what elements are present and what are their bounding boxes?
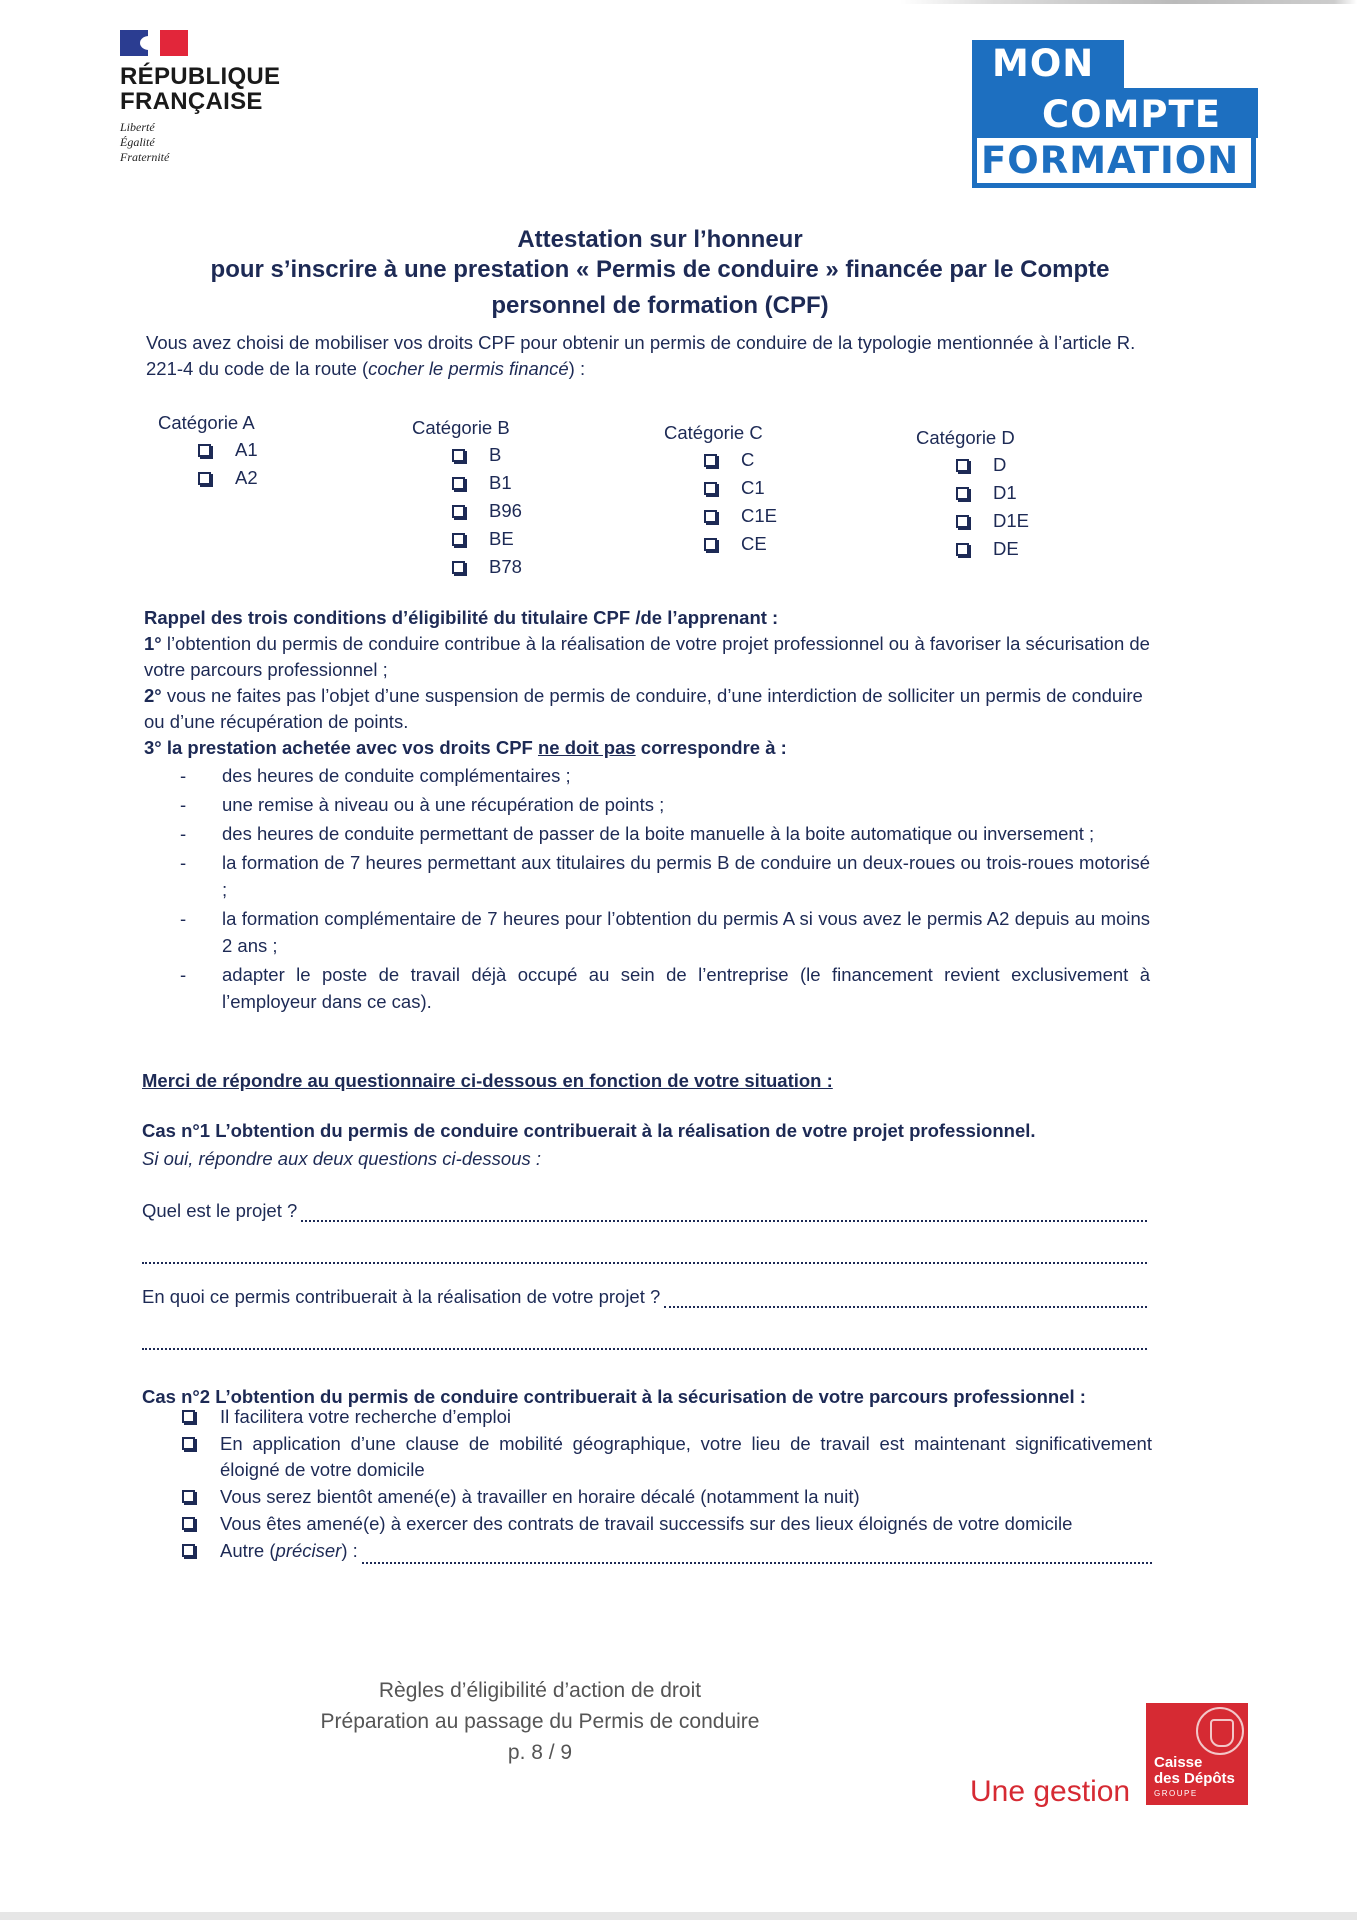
checkbox-icon[interactable] [956, 487, 969, 500]
exclusion-item [180, 905, 1150, 959]
checkbox-icon[interactable] [198, 472, 211, 485]
option-label: B [489, 444, 502, 465]
option-label: Vous serez bientôt amené(e) à travailler en horaire décalé (notamment la nuit) [220, 1486, 860, 1507]
option-label: En application d’une clause de mobilité géographique, votre lieu de travail est maintenant significativement éloigné de votre domicile [220, 1433, 1152, 1480]
category-label: Catégorie B [412, 417, 510, 438]
exclusion-text: une remise à niveau ou à une récupération de points ; [222, 794, 665, 815]
option-de[interactable] [916, 535, 1029, 563]
case-2-option[interactable] [180, 1511, 1152, 1537]
exclusion-item [180, 961, 1150, 1015]
scan-edge-bottom [0, 1912, 1357, 1920]
option-ce[interactable] [664, 530, 777, 558]
footer-line2: Préparation au passage du Permis de conduire [320, 1710, 760, 1733]
mcf-line3: FORMATION [972, 138, 1256, 188]
exclusion-text: des heures de conduite complémentaires ; [222, 765, 571, 786]
rf-name-line1: RÉPUBLIQUE [120, 63, 281, 90]
questionnaire-heading: Merci de répondre au questionnaire ci-dessous en fonction de votre situation : [142, 1070, 833, 1091]
case-1-subtitle: Si oui, répondre aux deux questions ci-dessous : [142, 1148, 542, 1169]
mcf-line2: COMPTE [972, 88, 1258, 138]
marianne-flag-icon [120, 30, 188, 56]
eligibility-rules [144, 605, 1154, 761]
exclusion-text: la formation de 7 heures permettant aux titulaires du permis B de conduire un deux-roues ou trois-roues motorisé ; [222, 852, 1150, 900]
option-c[interactable] [664, 446, 777, 474]
option-label: C1 [741, 477, 765, 498]
question-project-field-continued[interactable] [142, 1244, 1147, 1264]
dotted-answer-line[interactable] [142, 1330, 1147, 1350]
intro-italic: cocher le permis financé [368, 358, 569, 379]
rules-heading: Rappel des trois conditions d’éligibilité du titulaire CPF /de l’apprenant : [144, 607, 779, 628]
option-label: B78 [489, 556, 522, 577]
option-d1[interactable] [916, 479, 1029, 507]
checkbox-icon[interactable] [198, 444, 211, 457]
case-2-option[interactable] [180, 1431, 1152, 1483]
option-a1[interactable] [158, 436, 258, 464]
exclusion-item [180, 791, 1150, 818]
case-2-option[interactable] [180, 1404, 1152, 1430]
intro-end: ) : [568, 358, 586, 379]
question-contribution-field[interactable] [142, 1286, 1147, 1308]
footer-line1: Règles d’éligibilité d’action de droit [378, 1679, 702, 1702]
option-c1e[interactable] [664, 502, 777, 530]
condition-number: 1° [144, 633, 162, 654]
option-label: BE [489, 528, 514, 549]
motto-liberte: Liberté [120, 120, 155, 134]
other-label-italic: préciser [275, 1540, 342, 1561]
option-label: CE [741, 533, 767, 554]
option-b96[interactable] [412, 497, 522, 525]
cdc-line2: des Dépôts [1154, 1770, 1235, 1787]
question-project-label: Quel est le projet ? [142, 1200, 298, 1221]
condition-1 [144, 631, 1154, 683]
cdc-line3: GROUPE [1154, 1789, 1198, 1798]
question-contribution-label: En quoi ce permis contribuerait à la réalisation de votre projet ? [142, 1286, 661, 1307]
checkbox-icon[interactable] [182, 1437, 195, 1450]
case-2-option-other[interactable] [180, 1538, 1152, 1564]
dotted-answer-line[interactable] [664, 1288, 1147, 1308]
condition-number: 2° [144, 685, 162, 706]
checkbox-icon[interactable] [182, 1544, 195, 1557]
option-a2[interactable] [158, 464, 258, 492]
dash-bullet: - [180, 823, 187, 844]
page-footer [280, 1675, 800, 1768]
option-label: Vous êtes amené(e) à exercer des contrats de travail successifs sur des lieux éloignés de votre domicile [220, 1513, 1073, 1534]
option-d[interactable] [916, 451, 1029, 479]
other-label-end: ) : [341, 1540, 358, 1561]
condition-text: vous ne faites pas l’objet d’une suspension de permis de conduire, d’une interdiction de solliciter un permis de conduire ou d’une récupération de points. [144, 685, 1143, 732]
exclusion-text: la formation complémentaire de 7 heures pour l’obtention du permis A si vous avez le permis A2 depuis au moins 2 ans ; [222, 908, 1150, 956]
option-label: A1 [235, 439, 258, 460]
motto-egalite: Égalité [120, 135, 155, 149]
exclusion-item [180, 849, 1150, 903]
checkbox-icon[interactable] [704, 454, 717, 467]
exclusion-text: des heures de conduite permettant de passer de la boite manuelle à la boite automatique ou inversement ; [222, 823, 1095, 844]
page-number: p. 8 / 9 [507, 1741, 573, 1764]
option-label: A2 [235, 467, 258, 488]
document-subtitle-line2: personnel de formation (CPF) [491, 292, 829, 319]
checkbox-icon[interactable] [182, 1410, 195, 1423]
checkbox-icon[interactable] [182, 1517, 195, 1530]
option-b[interactable] [412, 441, 522, 469]
category-label: Catégorie D [916, 427, 1015, 448]
dash-bullet: - [180, 964, 187, 985]
option-be[interactable] [412, 525, 522, 553]
exclusion-item [180, 820, 1150, 847]
condition-2 [144, 683, 1154, 735]
dotted-answer-line[interactable] [301, 1202, 1147, 1222]
checkbox-icon[interactable] [452, 533, 465, 546]
exclusion-item [180, 762, 1150, 789]
rf-name [120, 64, 280, 114]
case-2-title: Cas n°2 L’obtention du permis de conduire contribuerait à la sécurisation de votre parcours professionnel : [142, 1386, 1086, 1407]
option-label: D1E [993, 510, 1029, 531]
checkbox-icon[interactable] [704, 482, 717, 495]
option-label: D [993, 454, 1007, 475]
une-gestion-text: Une gestion [970, 1775, 1131, 1808]
option-c1[interactable] [664, 474, 777, 502]
checkbox-icon[interactable] [704, 510, 717, 523]
condition-text: l’obtention du permis de conduire contribue à la réalisation de votre projet professionnel ou à favoriser la sécurisation de votre parcours professionnel ; [144, 633, 1150, 680]
exclusion-text: adapter le poste de travail déjà occupé au sein de l’entreprise (le financement revient exclusivement à l’employeur dans ce cas). [222, 964, 1150, 1012]
checkbox-icon[interactable] [956, 515, 969, 528]
mon-compte-formation-logo [970, 40, 1262, 192]
question-contribution-field-continued[interactable] [142, 1330, 1147, 1350]
dash-bullet: - [180, 765, 187, 786]
option-label: B1 [489, 472, 512, 493]
caisse-des-depots-logo [1146, 1703, 1248, 1805]
checkbox-icon[interactable] [452, 477, 465, 490]
category-label: Catégorie C [664, 422, 763, 443]
mcf-line1: MON [972, 40, 1124, 88]
other-label: Autre ( [220, 1540, 276, 1561]
checkbox-icon[interactable] [956, 459, 969, 472]
condition-3 [144, 735, 1154, 761]
checkbox-icon[interactable] [452, 561, 465, 574]
scan-edge-top [900, 0, 1357, 4]
condition-3-emphasis: ne doit pas [538, 737, 636, 758]
category-c [664, 422, 777, 558]
condition-3-start: 3° la prestation achetée avec vos droits CPF [144, 737, 538, 758]
option-d1e[interactable] [916, 507, 1029, 535]
checkbox-icon[interactable] [956, 543, 969, 556]
dash-bullet: - [180, 908, 187, 929]
option-label: DE [993, 538, 1019, 559]
condition-3-end: correspondre à : [635, 737, 787, 758]
rf-motto [120, 120, 280, 165]
option-label: B96 [489, 500, 522, 521]
intro-text: Vous avez choisi de mobiliser vos droits CPF pour obtenir un permis de conduire de la typologie mentionnée à l’article R. 221-4 du code de la route ( [146, 332, 1136, 379]
case-1-title: Cas n°1 L’obtention du permis de conduire contribuerait à la réalisation de votre projet professionnel. [142, 1120, 1036, 1141]
option-label: C [741, 449, 755, 470]
dash-bullet: - [180, 794, 187, 815]
dotted-answer-line[interactable] [362, 1544, 1152, 1564]
category-b [412, 417, 522, 581]
option-b78[interactable] [412, 553, 522, 581]
category-d [916, 427, 1029, 563]
case-2-options [180, 1404, 1152, 1565]
intro-paragraph [146, 330, 1162, 382]
category-a [158, 412, 258, 492]
option-label: C1E [741, 505, 777, 526]
dotted-answer-line[interactable] [142, 1244, 1147, 1264]
cdc-line1: Caisse [1154, 1754, 1203, 1771]
motto-fraternite: Fraternité [120, 150, 170, 164]
checkbox-icon[interactable] [182, 1490, 195, 1503]
category-label: Catégorie A [158, 412, 255, 433]
checkbox-icon[interactable] [704, 538, 717, 551]
case-2-option[interactable] [180, 1484, 1152, 1510]
option-label: D1 [993, 482, 1017, 503]
document-subtitle-line1: pour s’inscrire à une prestation « Permis de conduire » financée par le Compte [210, 256, 1110, 283]
rf-name-line2: FRANÇAISE [120, 88, 263, 115]
checkbox-icon[interactable] [452, 505, 465, 518]
dash-bullet: - [180, 852, 187, 873]
checkbox-icon[interactable] [452, 449, 465, 462]
republique-francaise-logo [120, 30, 280, 165]
exclusions-list [180, 762, 1150, 1017]
question-project-field[interactable] [142, 1200, 1147, 1222]
option-label: Il facilitera votre recherche d’emploi [220, 1406, 511, 1427]
seal-icon [1196, 1707, 1244, 1755]
option-b1[interactable] [412, 469, 522, 497]
document-title: Attestation sur l’honneur [517, 226, 803, 253]
